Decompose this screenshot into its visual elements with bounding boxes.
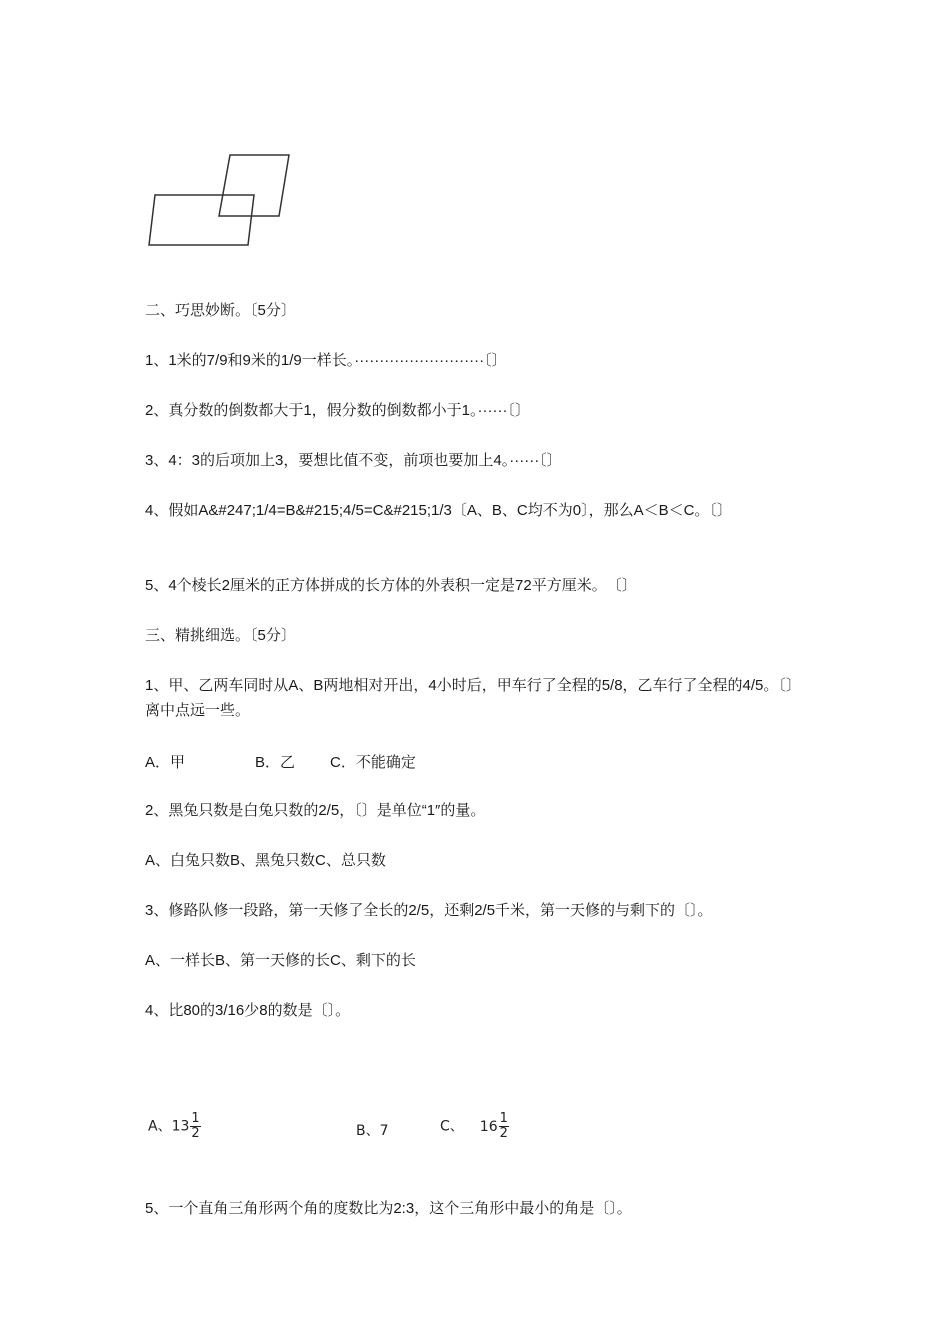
q4-option-c-label: C、: [440, 1118, 464, 1135]
q1-option-c: C．不能确定: [330, 754, 416, 771]
choice-question-3: 3、修路队修一段路，第一天修了全长的2/5，还剩2/5千米，第一天修的与剩下的〔〕。: [145, 902, 713, 919]
lower-parallelogram: [149, 195, 254, 245]
upper-parallelogram: [219, 155, 289, 216]
choice-question-4: 4、比80的3/16少8的数是〔〕。: [145, 1002, 351, 1019]
judge-item-1: 1、1米的7/9和9米的1/9一样长。··························〔〕: [145, 352, 507, 369]
parallelogram-figure: [140, 148, 300, 252]
q4-option-c: [440, 1112, 509, 1141]
section2-title: 二、巧思妙断。〔5分〕: [145, 302, 296, 319]
q4-option-a: [148, 1112, 201, 1141]
judge-item-2: 2、真分数的倒数都大于1，假分数的倒数都小于1。······〔〕: [145, 402, 531, 419]
choice-question-2: 2、黑兔只数是白兔只数的2/5，〔〕是单位“1″的量。: [145, 802, 486, 819]
q1-option-a: A．甲: [145, 754, 186, 771]
section3-title: 三、精挑细选。〔5分〕: [145, 627, 296, 644]
q4-option-c-fraction: [499, 1112, 509, 1141]
q4-option-c-whole: 16: [479, 1118, 498, 1135]
q4-option-a-whole: A、13: [148, 1118, 190, 1135]
q3-options: A、一样长B、第一天修的长C、剩下的长: [145, 952, 416, 969]
q1-option-b: B．乙: [255, 754, 296, 771]
judge-item-3: 3、4：3的后项加上3，要想比值不变，前项也要加上4。······〔〕: [145, 452, 562, 469]
q4-option-c-numerator: 1: [499, 1111, 508, 1126]
judge-item-5: 5、4个棱长2厘米的正方体拼成的长方体的外表积一定是72平方厘米。 〔〕: [145, 577, 637, 594]
q4-option-c-denominator: 2: [499, 1126, 508, 1141]
q4-option-a-denominator: 2: [191, 1126, 200, 1141]
q4-option-b: B、7: [356, 1123, 389, 1139]
q4-option-a-fraction: [190, 1112, 200, 1141]
q4-option-a-numerator: 1: [191, 1111, 200, 1126]
choice-question-1: 1、甲、乙两车同时从A、B两地相对开出，4小时后，甲车行了全程的5/8，乙车行了全程的4/5。〔〕离中点远一些。: [145, 677, 801, 719]
choice-question-5: 5、一个直角三角形两个角的度数比为2:3，这个三角形中最小的角是〔〕。: [145, 1200, 632, 1217]
q2-options: A、白兔只数B、黑兔只数C、总只数: [145, 852, 386, 869]
judge-item-4: 4、假如A&#247;1/4=B&#215;4/5=C&#215;1/3〔A、B、C均不为0〕，那么A＜B＜C。〔〕: [145, 502, 732, 519]
